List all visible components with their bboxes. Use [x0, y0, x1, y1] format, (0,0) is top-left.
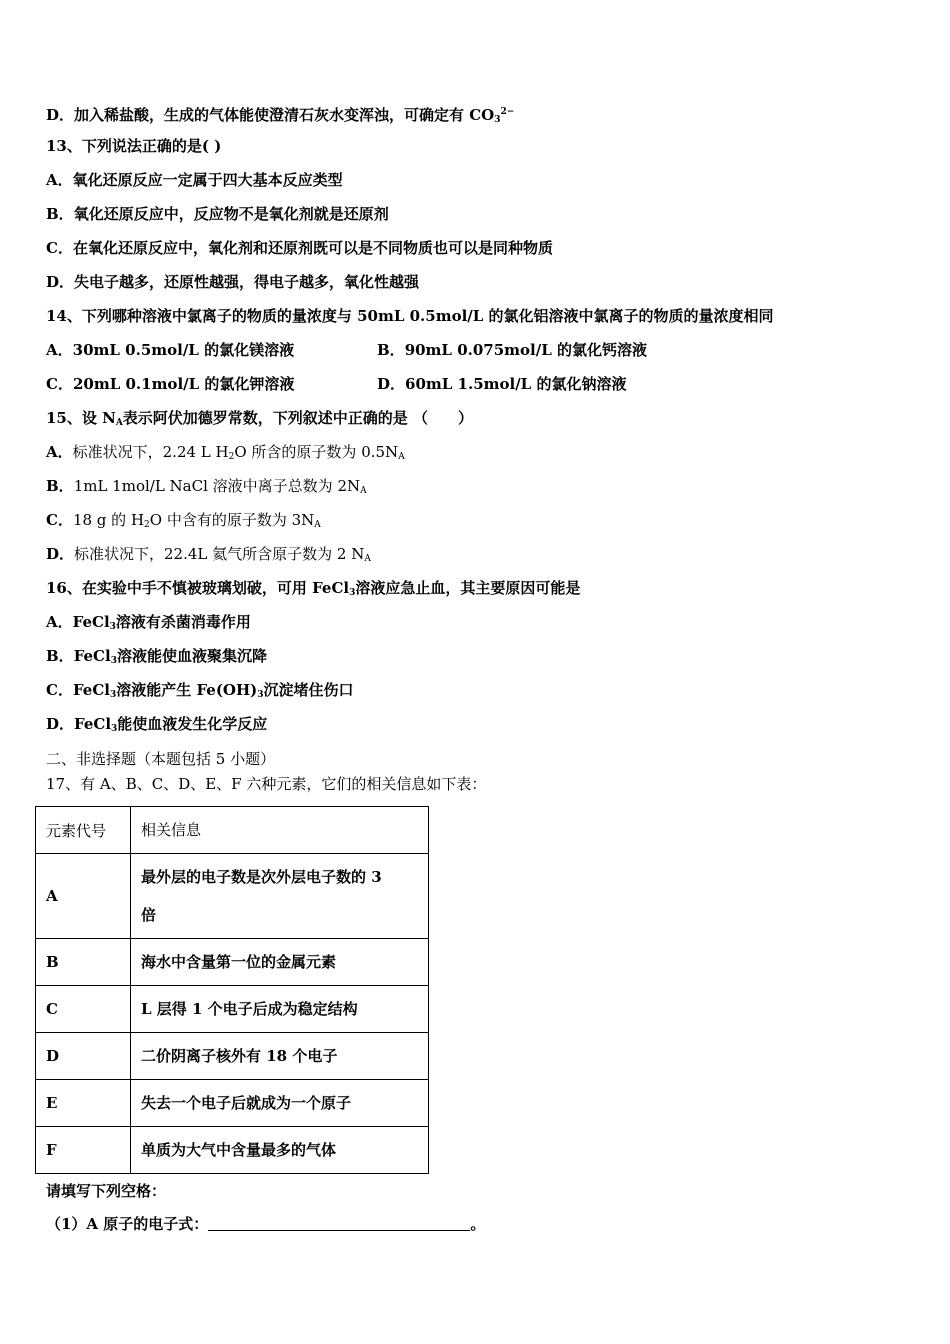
q13-option-a: A．氧化还原反应一定属于四大基本反应类型: [46, 171, 343, 189]
fill-prompt: 请填写下列空格：: [46, 1182, 167, 1200]
element-info-table: [35, 806, 429, 1174]
q14-option-a: A．30mL 0.5mol/L 的氯化镁溶液: [46, 341, 295, 359]
q16-stem: 16、在实验中手不慎被玻璃划破，可用 FeCl$_3$溶液应急止血，其主要原因可能是: [46, 579, 581, 598]
q13-option-d: D．失电子越多，还原性越强，得电子越多，氧化性越强: [46, 273, 420, 291]
element-code: C: [36, 986, 131, 1033]
q16-option-c: C．FeCl$_3$溶液能产生 $Fe(OH)_3$沉淀堵住伤口: [46, 681, 354, 700]
q14-option-d: D．60mL 1.5mol/L 的氯化钠溶液: [377, 375, 627, 393]
table-row: [36, 1080, 429, 1127]
q14-option-c: C．20mL 0.1mol/L 的氯化钾溶液: [46, 375, 295, 393]
q16-option-d: D．FeCl$_3$能使血液发生化学反应: [46, 715, 268, 734]
q15-option-a: A．标准状况下，2.24 L $H_2O$ 所含的原子数为 $0.5N_A$: [46, 443, 405, 462]
element-code: F: [36, 1127, 131, 1174]
element-info: 失去一个电子后就成为一个原子: [131, 1080, 429, 1127]
table-row: [36, 986, 429, 1033]
q13-stem: 13、下列说法正确的是( ): [46, 137, 222, 155]
q17-sub1: （1）A 原子的电子式： 。: [46, 1215, 486, 1233]
element-info: 单质为大气中含量最多的气体: [131, 1127, 429, 1174]
table-header-row: [36, 807, 429, 854]
q14-option-b: B．90mL 0.075mol/L 的氯化钙溶液: [377, 341, 647, 359]
q15-stem: 15、设 $N_A$表示阿伏加德罗常数，下列叙述中正确的是 （ ）: [46, 409, 474, 428]
element-info: 最外层的电子数是次外层电子数的 3 倍: [131, 854, 429, 939]
q15-option-c: C．18 g 的 $H_2O$ 中含有的原子数为 $3N_A$: [46, 511, 321, 530]
q12-option-d: D．加入稀盐酸，生成的气体能使澄清石灰水变浑浊，可确定有 $CO_3^{2-}$: [46, 106, 515, 125]
table-row: [36, 1127, 429, 1174]
element-code: A: [36, 854, 131, 939]
header-element-code: 元素代号: [36, 807, 131, 854]
element-code: B: [36, 939, 131, 986]
section-heading: 二、非选择题（本题包括 5 小题）: [46, 750, 276, 768]
element-info: 海水中含量第一位的金属元素: [131, 939, 429, 986]
element-code: D: [36, 1033, 131, 1080]
table-row: [36, 854, 429, 939]
element-info: 二价阴离子核外有 18 个电子: [131, 1033, 429, 1080]
q16-option-b: B．FeCl$_3$溶液能使血液聚集沉降: [46, 647, 267, 666]
answer-blank[interactable]: [208, 1216, 470, 1231]
q13-option-b: B．氧化还原反应中，反应物不是氧化剂就是还原剂: [46, 205, 389, 223]
header-info: 相关信息: [131, 807, 429, 854]
q16-option-a: A．FeCl$_3$溶液有杀菌消毒作用: [46, 613, 251, 632]
table-row: [36, 1033, 429, 1080]
q15-option-d: D．标准状况下，22.4L 氦气所含原子数为 2 $N_A$: [46, 545, 371, 564]
q13-option-c: C．在氧化还原反应中，氧化剂和还原剂既可以是不同物质也可以是同种物质: [46, 239, 553, 257]
element-code: E: [36, 1080, 131, 1127]
table-row: [36, 939, 429, 986]
q17-stem: 17、有 A、B、C、D、E、F 六种元素，它们的相关信息如下表：: [46, 775, 487, 793]
q14-stem: 14、下列哪种溶液中氯离子的物质的量浓度与 50mL 0.5mol/L 的氯化铝溶液中氯离子的物质的量浓度相同: [46, 307, 774, 325]
element-info: L 层得 1 个电子后成为稳定结构: [131, 986, 429, 1033]
q15-option-b: B．1mL 1mol/L NaCl 溶液中离子总数为 $2N_A$: [46, 477, 367, 496]
